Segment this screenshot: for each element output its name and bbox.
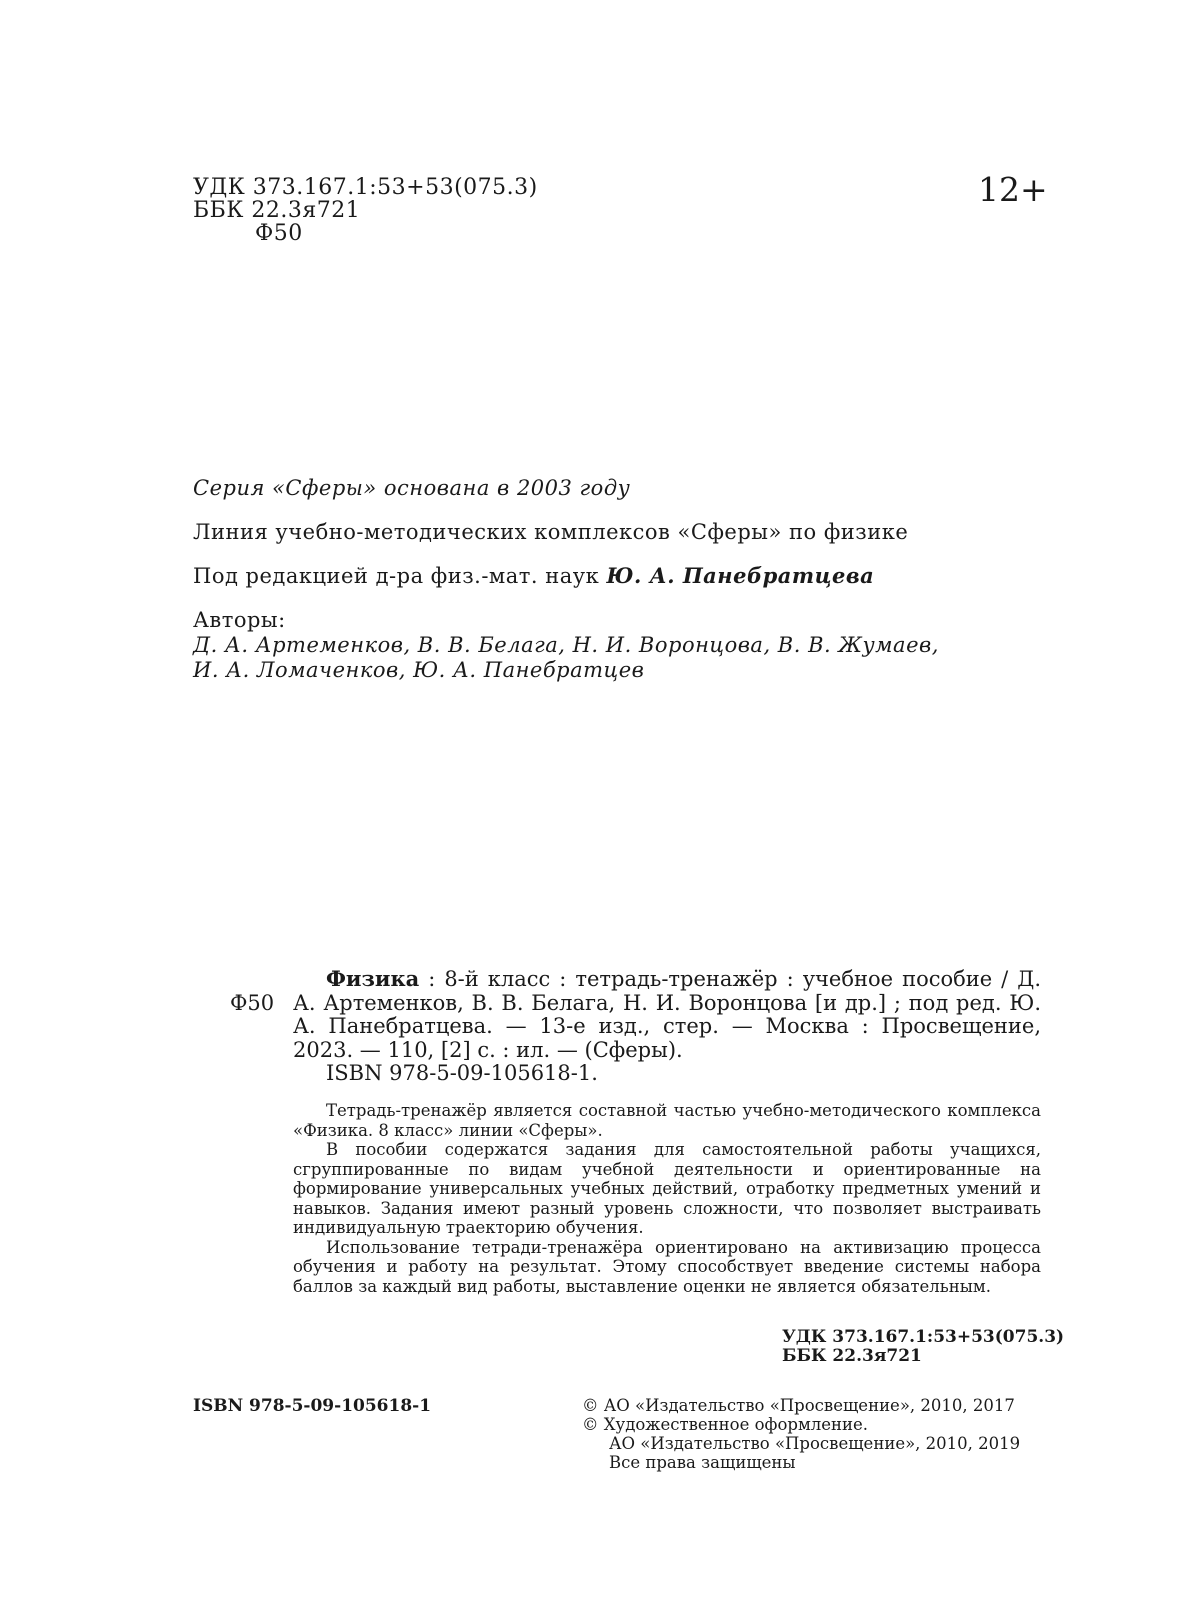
book-title: Физика <box>326 966 420 991</box>
copyright-line-2: © Художественное оформление. <box>582 1415 869 1434</box>
authors-label: Авторы: <box>193 608 286 632</box>
annotation-paragraph-2: В пособии содержатся задания для самостоятельной работы учащихся, сгруппированные по видам учебной деятельности и ориентированные на формирование универсальных учебных действий, отработку предметных умений и навыков. Задания имеют разный уровень сложности, что позволяет выстраивать индивидуальную траекторию обучения. <box>293 1140 1041 1237</box>
bibliographic-record <box>293 967 1041 1086</box>
authors-line-2: И. А. Ломаченков, Ю. А. Панебратцев <box>193 658 645 682</box>
copyright-block <box>582 1396 1020 1472</box>
author-mark: Ф50 <box>255 221 303 246</box>
bibliographic-text: : 8-й класс : тетрадь-тренажёр : учебное пособие / Д. А. Артеменков, В. В. Белага, Н. И. Воронцова [и др.] ; под ред. Ю. А. Панебратцева. — 13-е изд., стер. — Москва : Просвещение, 2023. — 110, [2] с. : ил. — (Сферы). <box>293 967 1041 1062</box>
classification-codes <box>193 176 538 245</box>
editor-line <box>193 563 874 588</box>
annotation-paragraph-1: Тетрадь-тренажёр является составной частью учебно-методического комплекса «Физика. 8 класс» линии «Сферы». <box>293 1101 1041 1140</box>
card-isbn: ISBN 978-5-09-105618-1. <box>326 1061 598 1085</box>
copyright-line-1: © АО «Издательство «Просвещение», 2010, 2017 <box>582 1396 1015 1415</box>
bibliographic-description <box>293 967 1041 1062</box>
bbk-code: ББК 22.3я721 <box>193 198 361 223</box>
rights-reserved: Все права защищены <box>609 1453 796 1472</box>
copyright-line-3: АО «Издательство «Просвещение», 2010, 2019 <box>609 1434 1021 1453</box>
bottom-udk-code: УДК 373.167.1:53+53(075.3) <box>782 1327 1065 1347</box>
annotation <box>293 1101 1041 1296</box>
editor-name: Ю. А. Панебратцева <box>606 563 875 588</box>
editor-prefix: Под редакцией д-ра физ.-мат. наук <box>193 564 600 588</box>
age-rating: 12+ <box>978 170 1048 209</box>
annotation-paragraph-3: Использование тетради-тренажёра ориентировано на активизацию процесса обучения и работу на результат. Этому способствует введение системы набора баллов за каждый вид работы, выставление оценки не является обязательным. <box>293 1237 1041 1296</box>
bottom-bbk-code: ББК 22.3я721 <box>782 1346 922 1366</box>
authors-block <box>193 608 939 683</box>
udk-code: УДК 373.167.1:53+53(075.3) <box>193 175 538 200</box>
series-note: Серия «Сферы» основана в 2003 году <box>193 476 631 500</box>
line-note: Линия учебно-методических комплексов «Сферы» по физике <box>193 520 909 544</box>
bottom-classification-codes <box>782 1328 1064 1366</box>
isbn-bottom: ISBN 978-5-09-105618-1 <box>193 1396 432 1416</box>
card-author-mark: Ф50 <box>230 991 275 1015</box>
authors-line-1: Д. А. Артеменков, В. В. Белага, Н. И. Воронцова, В. В. Жумаев, <box>193 633 939 657</box>
